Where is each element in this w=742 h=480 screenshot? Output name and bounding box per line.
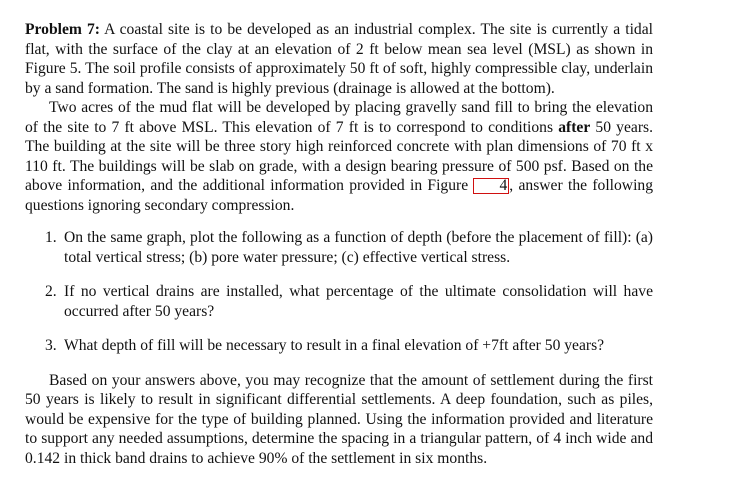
- question-text: On the same graph, plot the following as a function of depth (before the placement of fill): (a) total vertical stress; (b) pore water pressure; (c) effective vertical stress.: [64, 229, 653, 266]
- question-number: 3.: [45, 337, 57, 354]
- question-item: [25, 336, 653, 356]
- figure-reference-link[interactable]: 4: [473, 178, 509, 194]
- question-item: [25, 228, 653, 267]
- question-item: [25, 282, 653, 321]
- development-paragraph: [25, 98, 653, 215]
- question-text: What depth of fill will be necessary to result in a final elevation of +7ft after 50 years?: [64, 337, 605, 354]
- question-number: 2.: [45, 283, 57, 300]
- problem-intro-text: A coastal site is to be developed as an industrial complex. The site is currently a tidal flat, with the surface of the clay at an elevation of 2 ft below mean sea level (MSL) as shown in Figure 5. The soil profile consists of approximately 50 ft of soft, highly compressible clay, underlain by a sand formation. The sand is highly previous (drainage is allowed at the bottom).: [25, 21, 653, 97]
- problem-document: [25, 20, 653, 468]
- development-text-b: 50 years. The building at the site will be three story high reinforced concrete with plan dimensions of 70 ft x 110 ft. The buildings will be slab on grade, with a design bearing pressure of 500 psf. Based on the above information, and the additional information provided in Figure: [25, 118, 653, 194]
- emphasis-after: after: [558, 118, 591, 136]
- question-number: 1.: [45, 229, 57, 246]
- question-list: [25, 228, 653, 356]
- problem-intro-paragraph: [25, 20, 653, 98]
- question-text: If no vertical drains are installed, what percentage of the ultimate consolidation will have occurred after 50 years?: [64, 283, 653, 320]
- development-text-a: Two acres of the mud flat will be developed by placing gravelly sand fill to bring the elevation of the site to 7 ft above MSL. This elevation of 7 ft is to correspond to conditions: [25, 99, 653, 136]
- development-text-c: , answer the following questions ignoring secondary compression.: [25, 177, 653, 214]
- closing-paragraph: Based on your answers above, you may recognize that the amount of settlement during the first 50 years is likely to result in significant differential settlements. A deep foundation, such as piles, would be expensive for the type of building planned. Using the information provided and literature to support any needed assumptions, determine the spacing in a triangular pattern, of 4 inch wide and 0.142 in thick band drains to achieve 90% of the settlement in six months.: [25, 371, 653, 467]
- problem-heading: Problem 7:: [25, 21, 100, 38]
